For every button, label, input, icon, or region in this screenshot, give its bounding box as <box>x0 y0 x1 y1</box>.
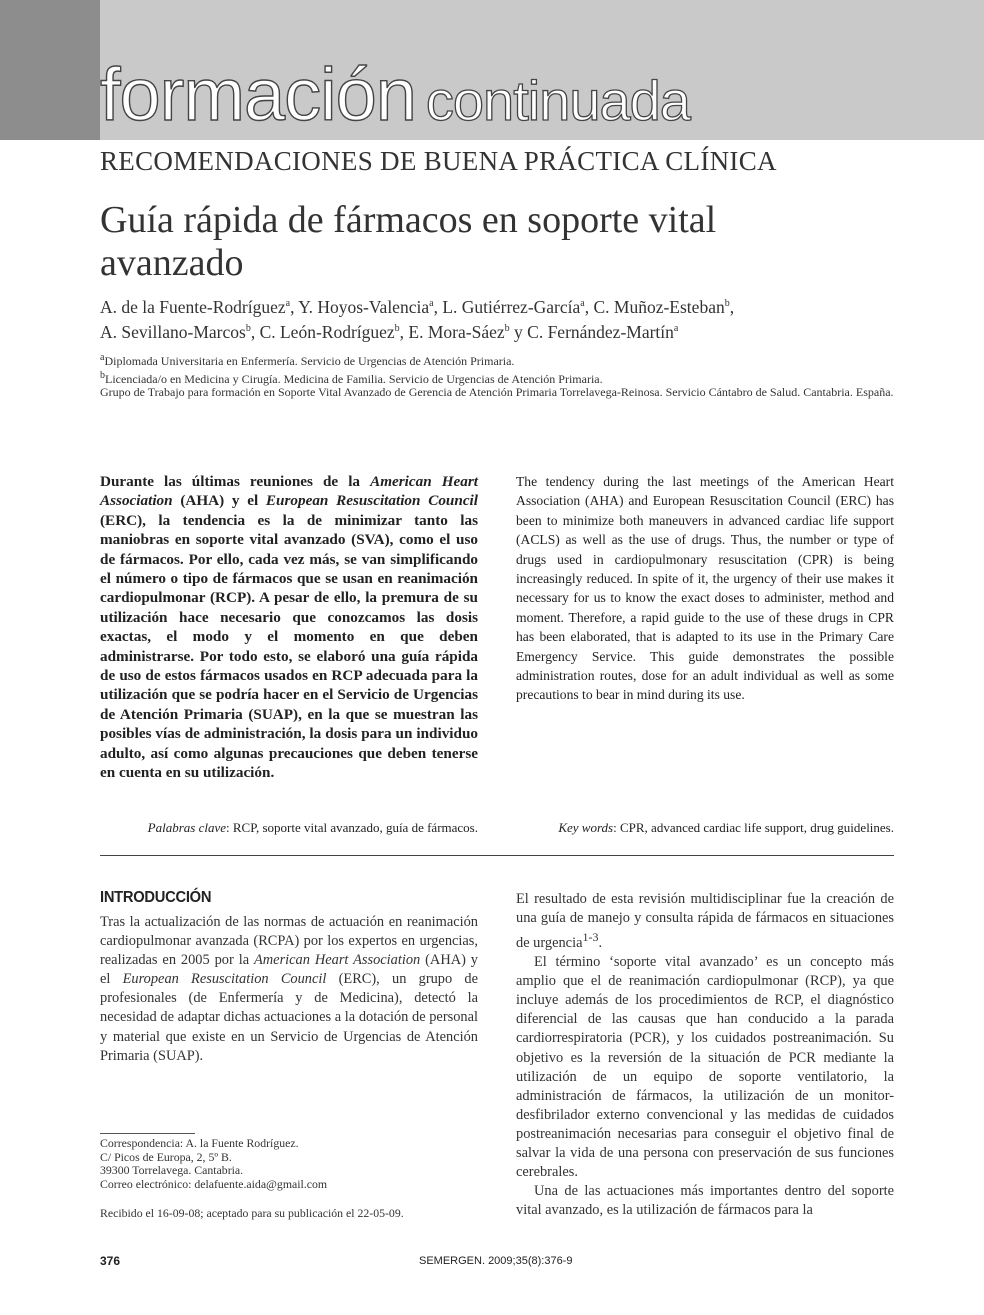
section-label: RECOMENDACIONES DE BUENA PRÁCTICA CLÍNICA <box>100 146 777 176</box>
keywords-english: Key words: CPR, advanced cardiac life support, drug guidelines. <box>558 820 894 835</box>
author-list <box>100 293 900 343</box>
intro-right-column <box>516 890 894 1220</box>
correspondence-email: Correo electrónico: delafuente.aida@gmail.com <box>100 1177 328 1192</box>
intro-paragraph: Tras la actualización de las normas de actuación en reanimación cardiopulmonar avanzada (RCPA) por los expertos en urgencias, realizadas en 2005 por la American Heart Association (AHA) y el European Resuscitation Council (ERC), un grupo de profesionales (de Enfermería y de Medicina), detectó la necesidad de adaptar dichas actuaciones a la dotación de personal y material que existe en un Servicio de Urgencias de Atención Primaria (SUAP). <box>100 914 479 1064</box>
affiliations <box>100 351 900 400</box>
journal-citation: SEMERGEN. 2009;35(8):376-9 <box>419 1255 573 1267</box>
banner-word-continuada: continuada <box>425 69 690 132</box>
footnote-rule <box>100 1133 195 1134</box>
article-title: Guía rápida de fármacos en soporte vital avanzado <box>100 199 717 284</box>
authors-line-1: A. de la Fuente-Rodríguez$^a$, Y. Hoyos-Valencia$^a$, L. Gutiérrez-García$^a$, C. Muñoz-Esteban$^b$, <box>100 296 735 317</box>
received-dates: Recibido el 16-09-08; aceptado para su publicación el 22-05-09. <box>100 1206 404 1220</box>
abstract-english: The tendency during the last meetings of the American Heart Association (AHA) and European Resuscitation Council (ERC) has been to minimize both maneuvers in advanced cardiac life support (ACLS) as well as the use of drugs. Thus, the number or type of drugs used in cardiopulmonary resuscitation (CPR) is being increasingly reduced. In spite of it, the urgency of their use makes it necessary for us to know the exact doses to administer, method and moment. Therefore, a rapid guide to the use of these drugs in CPR has been elaborated, that is adapted to its use in the Primary Care Emergency Service. This guide demonstrates the possible administration routes, dose for an adult individual as well as some precautions to bear in mind during its use. <box>516 474 894 703</box>
abstract-spanish: Durante las últimas reuniones de la American Heart Association (AHA) y el European Resuscitation Council (ERC), la tendencia es la de minimizar tanto las maniobras en soporte vital avanzado (SVA), como el uso de fármacos. Por ello, cada vez más, se van simplificando el número o tipo de fármacos que se usan en reanimación cardiopulmonar (RCP). A pesar de ello, la premura de su utilización hace necesario que conozcamos las dosis exactas, el modo y el momento en que deben administrarse. Por todo esto, se elaboró una guía rápida de uso de estos fármacos usados en RCP adecuada para la utilización que se podría hacer en el Servicio de Urgencias de Atención Primaria (SUAP), en la que se muestran las posibles vías de administración, la dosis para un individuo adulto, así como algunas precauciones que deben tenerse en cuenta en su utilización. <box>100 473 478 782</box>
affiliation-b: $^b$Licenciada/o en Medicina y Cirugía. Medicina de Familia. Servicio de Urgencias de Atención Primaria. <box>100 369 603 386</box>
intro-heading: INTRODUCCIÓN <box>100 889 212 906</box>
banner-word-formacion: formación <box>100 53 416 136</box>
intro-paragraph-2: El término ‘soporte vital avanzado’ es un concepto más amplio que el de reanimación cardiopulmonar (RCP), ya que incluye además de los procedimientos de RCP, el diagnóstico diferencial de las causas que han conducido a la parada cardiorrespiratoria (PCR), y los cuidados postreanimación. Su objetivo es la reversión de la situación de PCR mediante la utilización de un equipo de soporte ventilatorio, la administración de fármacos, la utilización de un monitor-desfibrilador externo convencional y las medidas de cuidados postreanimación necesarias para conseguir el objetivo final de salvar la vida de una persona con preservación de sus funciones cerebrales. <box>516 954 894 1181</box>
correspondence-footnote <box>100 1137 327 1192</box>
keywords-spanish: Palabras clave: RCP, soporte vital avanzado, guía de fármacos. <box>147 820 478 835</box>
series-banner <box>100 53 980 136</box>
intro-paragraph-3: Una de las actuaciones más importantes dentro del soporte vital avanzado, es la utilización de fármacos para la <box>516 1183 894 1219</box>
page-number: 376 <box>100 1254 121 1268</box>
intro-left-column <box>100 913 478 1066</box>
affiliation-a: $^a$Diplomada Universitaria en Enfermería. Servicio de Urgencias de Atención Primaria. <box>100 352 515 368</box>
header-dark-block <box>0 0 100 140</box>
correspondence-name: Correspondencia: A. la Fuente Rodríguez. <box>100 1136 299 1150</box>
intro-paragraph-1: El resultado de esta revisión multidisciplinar fue la creación de una guía de manejo y consulta rápida de fármacos en situaciones de urgencia$^{1-3}$. <box>516 891 894 951</box>
affiliation-group: Grupo de Trabajo para formación en Soporte Vital Avanzado de Gerencia de Atención Primaria Torrelavega-Reinosa. Servicio Cántabro de Salud. Cantabria. España. <box>100 385 894 399</box>
correspondence-city: 39300 Torrelavega. Cantabria. <box>100 1163 244 1178</box>
authors-line-2: A. Sevillano-Marcos$^b$, C. León-Rodríguez$^b$, E. Mora-Sáez$^b$ y C. Fernández-Martín$^a$ <box>100 321 679 342</box>
section-divider <box>100 855 894 856</box>
correspondence-street: C/ Picos de Europa, 2, 5º B. <box>100 1149 232 1164</box>
